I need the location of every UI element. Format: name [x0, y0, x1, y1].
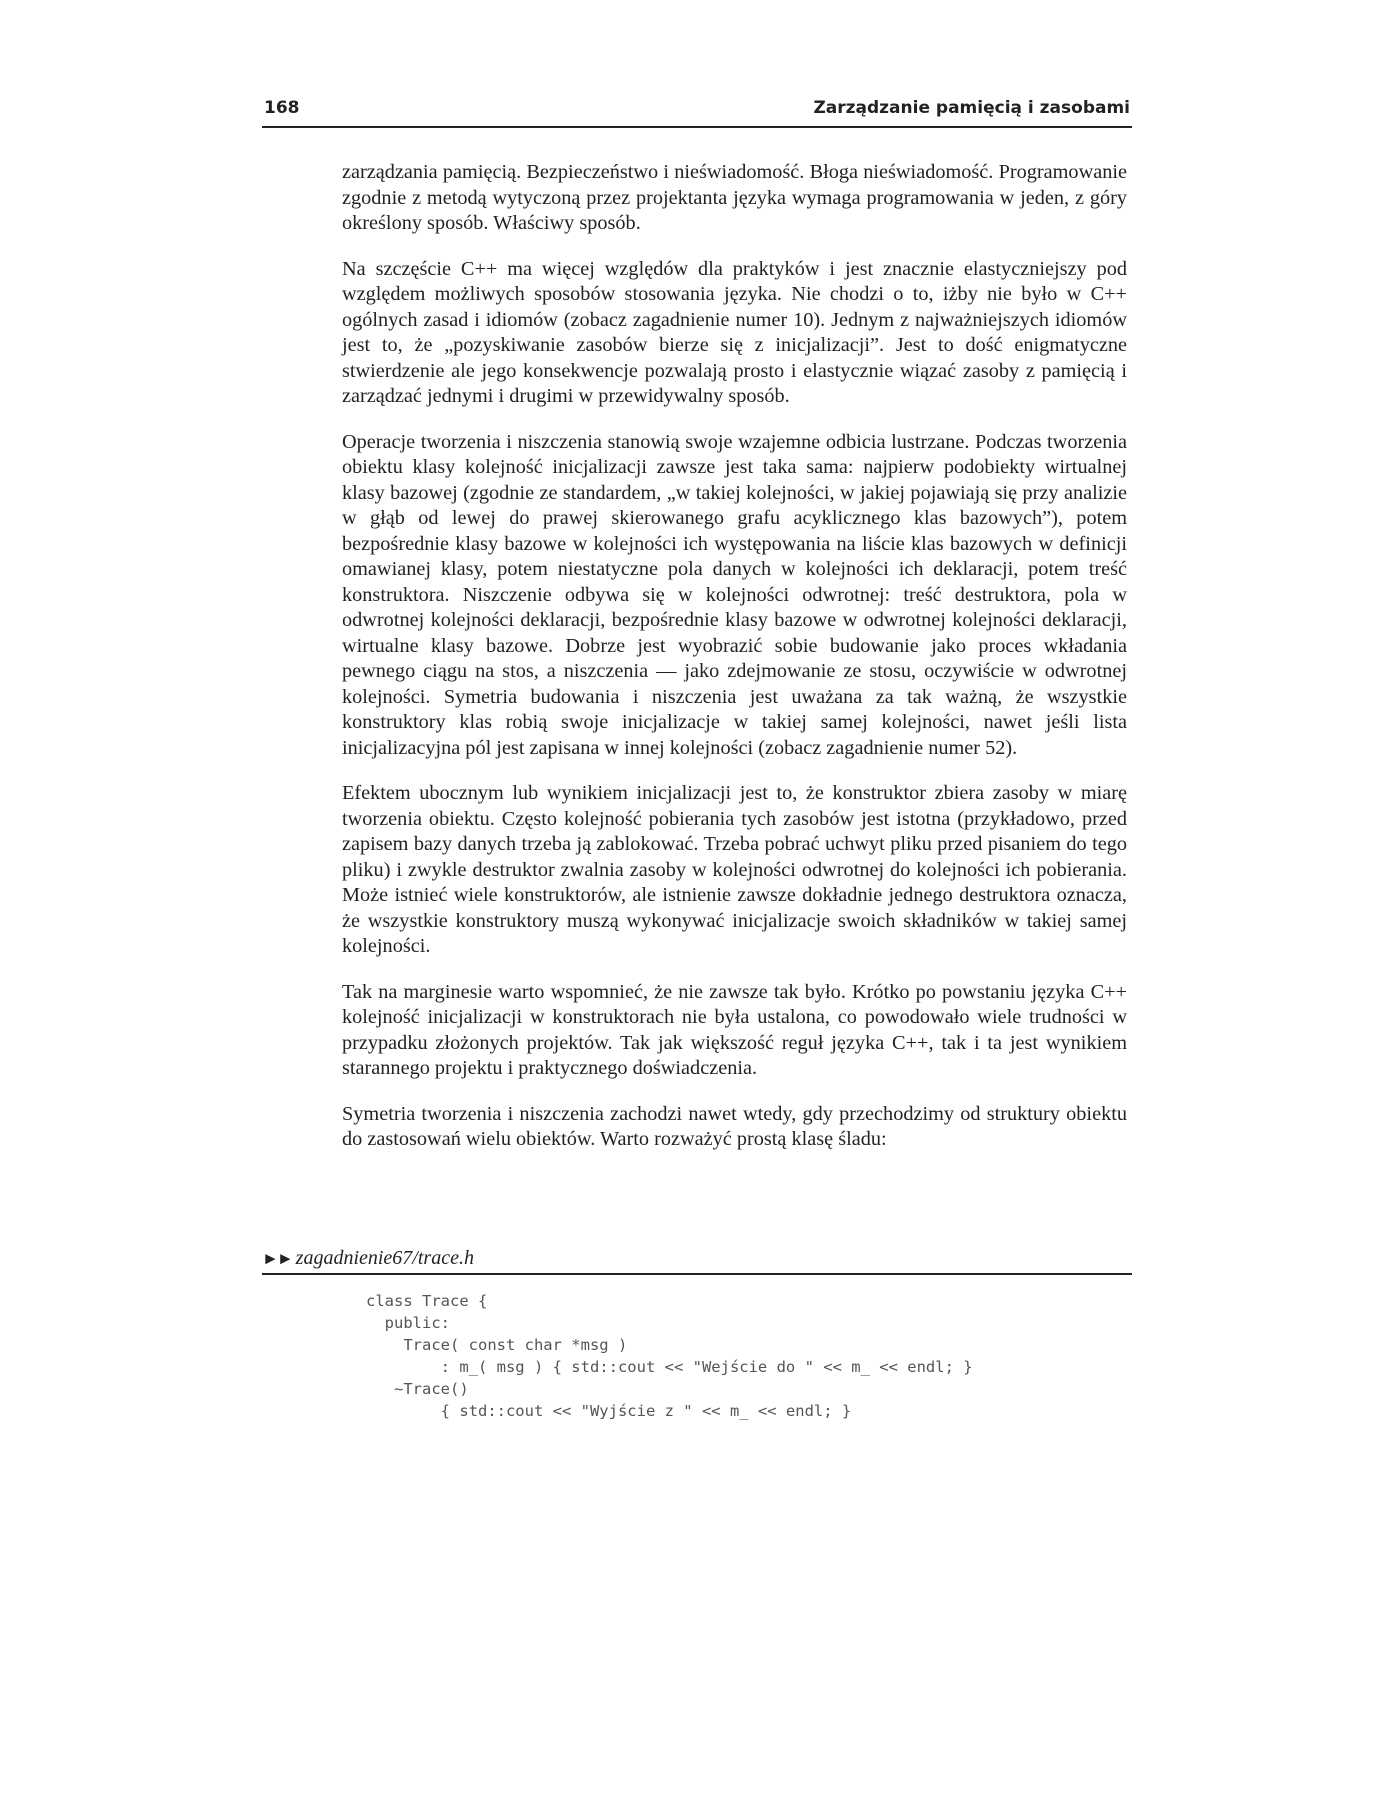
running-header — [262, 96, 1132, 128]
listing-filename: zagadnienie67/trace.h — [295, 1247, 474, 1269]
code-listing: class Trace { public: Trace( const char *msg ) : m_( msg ) { std::cout << "Wejście do " << m_ << endl; } ~Trace() { std::cout << "Wyjście z " << m_ << endl; } — [366, 1292, 973, 1420]
page-number: 168 — [264, 98, 300, 118]
body-text — [342, 160, 1127, 1173]
paragraph: Operacje tworzenia i niszczenia stanowią swoje wzajemne odbicia lustrzane. Podczas tworzenia obiektu klasy kolejność inicjalizacji zawsze jest taka sama: najpierw podobiekty wirtualnej klasy bazowej (zgodnie ze standardem, „w takiej kolejności, w jakiej pojawiają się przy analizie w głąb od lewej do prawej skierowanego grafu acyklicznego klas bazowych”), potem bezpośrednie klasy bazowe w kolejności ich występowania na liście klas bazowych w definicji omawianej klasy, potem niestatyczne pola danych w kolejności ich deklaracji, potem treść konstruktora. Niszczenie odbywa się w kolejności odwrotnej: treść destruktora, pola w odwrotnej kolejności deklaracji, bezpośrednie klasy bazowe w odwrotnej kolejności deklaracji, wirtualne klasy bazowe. Dobrze jest wyobrazić sobie budowanie jako proces wkładania pewnego ciągu na stos, a niszczenia — jako zdejmowanie ze stosu, oczywiście w odwrotnej kolejności. Symetria budowania i niszczenia jest uważana za tak ważną, że wszystkie konstruktory klas robią swoje inicjalizacje w takiej samej kolejności, nawet jeśli lista inicjalizacyjna pól jest zapisana w innej kolejności (zobacz zagadnienie numer 52). — [342, 430, 1127, 759]
paragraph: Efektem ubocznym lub wynikiem inicjalizacji jest to, że konstruktor zbiera zasoby w miarę tworzenia obiektu. Często kolejność pobierania tych zasobów jest istotna (przykładowo, przed zapisem bazy danych trzeba ją zablokować. Trzeba pobrać uchwyt pliku przed pisaniem do tego pliku) i zwykle destruktor zwalnia zasoby w kolejności odwrotnej do kolejności ich pobierania. Może istnieć wiele konstruktorów, ale istnienie zawsze dokładnie jednego destruktora oznacza, że wszystkie konstruktory muszą wykonywać inicjalizacje swoich składników w takiej samej kolejności. — [342, 782, 1127, 957]
paragraph: Na szczęście C++ ma więcej względów dla praktyków i jest znacznie elastyczniejszy pod względem możliwych sposobów stosowania języka. Nie chodzi o to, iżby nie było w C++ ogólnych zasad i idiomów (zobacz zagadnienie numer 10). Jednym z najważniejszych idiomów jest to, że „pozyskiwanie zasobów bierze się z inicjalizacji”. Jest to dość enigmatyczne stwierdzenie ale jego konsekwencje pozwalają prosto i elastycznie wiązać zasoby z pamięcią i zarządzać jednymi i drugimi w przewidywalny sposób. — [342, 257, 1127, 407]
paragraph: zarządzania pamięcią. Bezpieczeństwo i nieświadomość. Błoga nieświadomość. Programowanie zgodnie z metodą wytyczoną przez projektanta języka wymaga programowania w jeden, z góry określony sposób. Właściwy sposób. — [342, 161, 1127, 234]
chapter-title: Zarządzanie pamięcią i zasobami — [813, 98, 1130, 118]
paragraph: Tak na marginesie warto wspomnieć, że nie zawsze tak było. Krótko po powstaniu języka C++ kolejność inicjalizacji w konstruktorach nie była ustalona, co powodowało wiele trudności w przypadku złożonych projektów. Tak jak większość reguł języka C++, tak i ta jest wynikiem starannego projektu i praktycznego doświadczenia. — [342, 980, 1127, 1079]
double-arrow-icon: ►► — [262, 1249, 292, 1268]
paragraph: Symetria tworzenia i niszczenia zachodzi nawet wtedy, gdy przechodzimy od struktury obiektu do zastosowań wielu obiektów. Warto rozważyć prostą klasę śladu: — [342, 1102, 1127, 1150]
listing-header — [262, 1247, 1132, 1275]
